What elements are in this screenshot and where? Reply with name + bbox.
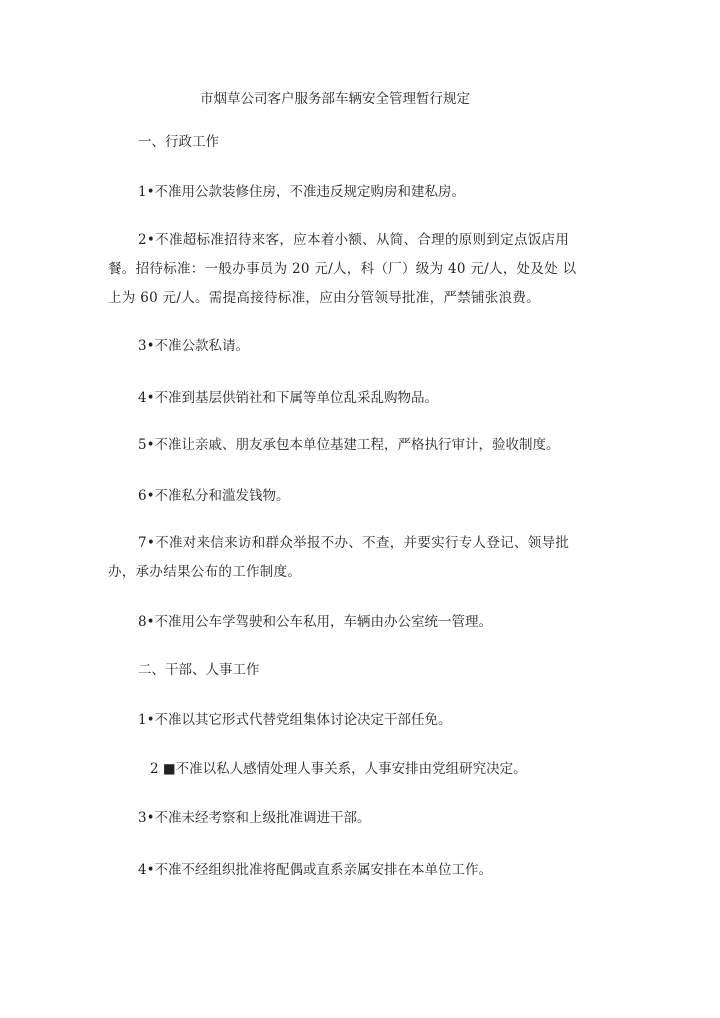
document-title: 市烟草公司客户服务部车辆安全管理暂行规定 [200,91,470,107]
rule-line: 上为 60 元/人。需提高接待标准，应由分管领导批准，严禁铺张浪费。 [108,290,541,306]
rule-item: 2 ■不准以私人感情处理人事关系，人事安排由党组研究决定。 [150,761,527,777]
section-heading-personnel: 二、干部、人事工作 [138,662,260,678]
rule-item: 1•不准用公款装修住房，不准违反规定购房和建私房。 [138,184,466,200]
rule-item: 3•不准公款私请。 [138,338,250,354]
rule-item: 4•不准不经组织批准将配偶或直系亲属安排在本单位工作。 [138,862,493,878]
rule-item: 3•不准未经考察和上级批准调进干部。 [138,810,371,826]
rule-item-multiline [108,529,570,587]
rule-item: 8•不准用公车学驾驶和公车私用，车辆由办公室统一管理。 [138,614,493,630]
rule-line: 办，承办结果公布的工作制度。 [108,564,302,580]
section-heading-administrative: 一、行政工作 [138,134,219,150]
rule-item: 4•不准到基层供销社和下属等单位乱采乱购物品。 [138,390,439,406]
rule-item: 1•不准以其它形式代替党组集体讨论决定干部任免。 [138,712,452,728]
rule-item: 5•不准让亲戚、朋友承包本单位基建工程，严格执行审计，验收制度。 [138,437,560,453]
rule-item: 6•不准私分和滥发钱物。 [138,488,290,504]
rule-item-multiline [108,226,577,313]
rule-line: 7•不准对来信来访和群众举报不办、不查，并要实行专人登记、领导批 [138,535,570,551]
rule-line: 2•不准超标准招待来客，应本着小额、从简、合理的原则到定点饭店用 [138,232,570,248]
rule-line: 餐。招待标准：一般办事员为 20 元/人，科（厂）级为 40 元/人，处及处 以 [108,261,577,277]
